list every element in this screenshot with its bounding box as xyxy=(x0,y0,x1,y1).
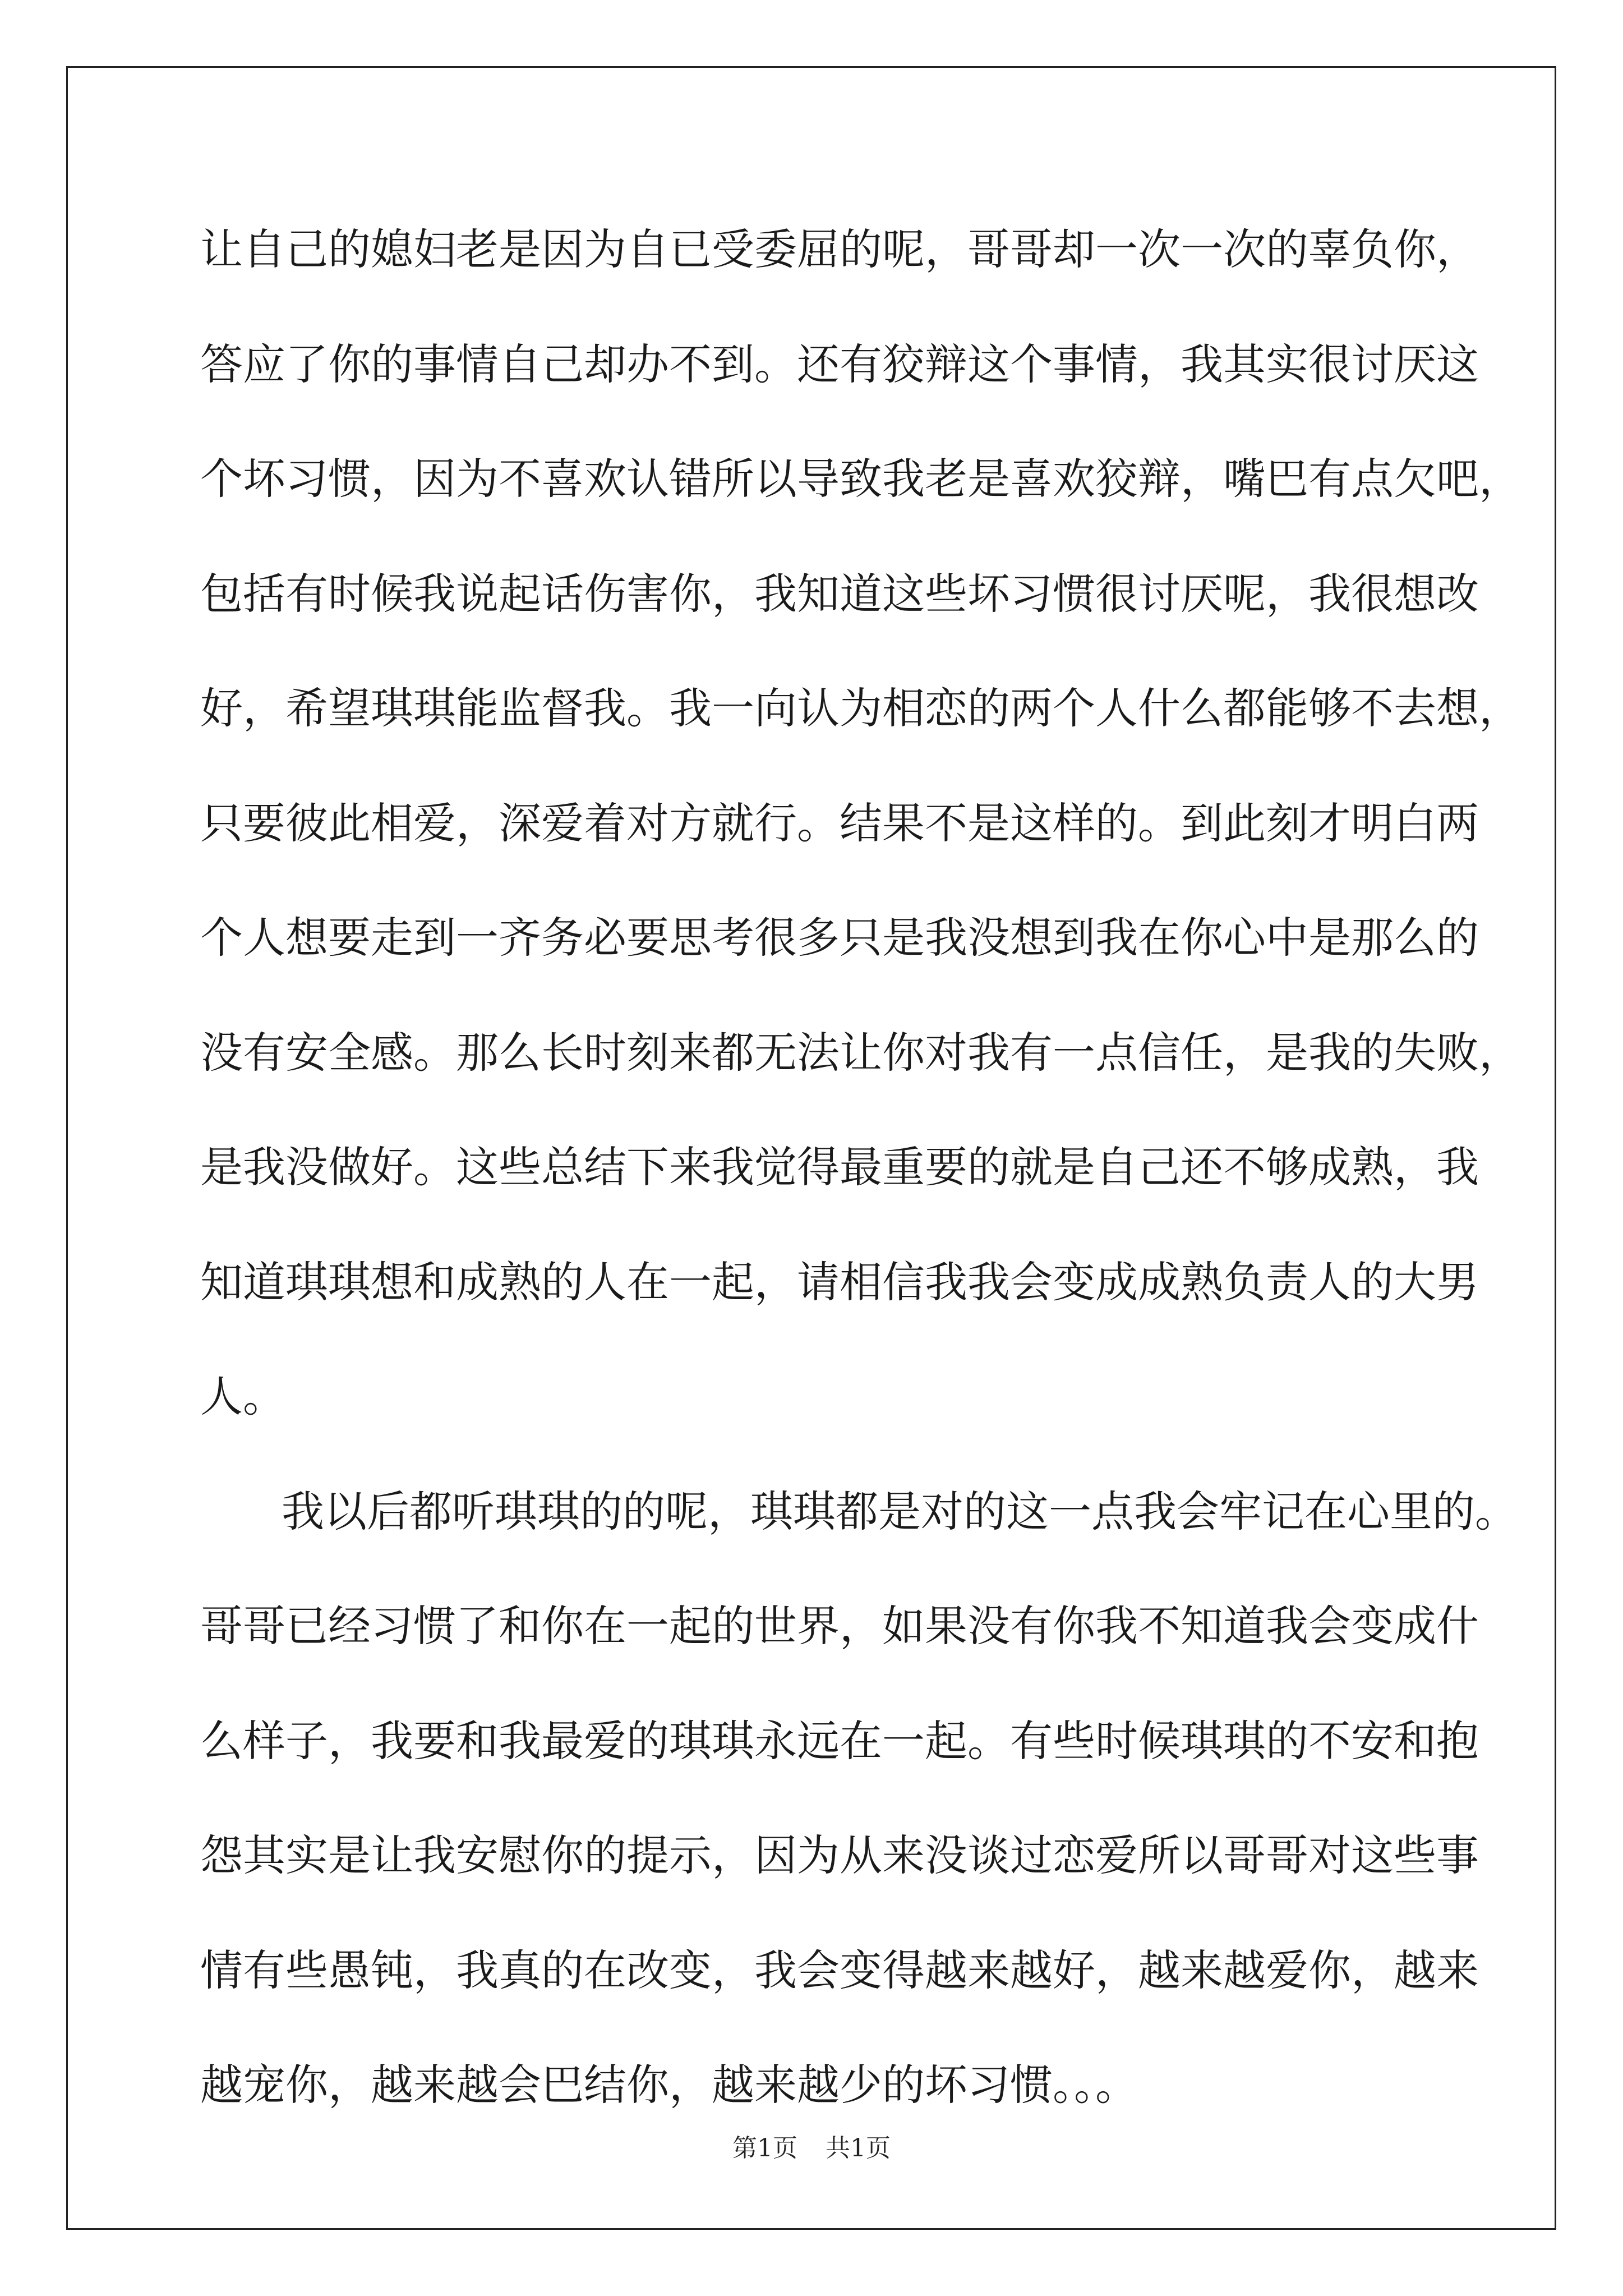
text-line: 越宠你，越来越会巴结你，越来越少的坏习惯。。。 xyxy=(200,2060,1138,2110)
text-line: 没有安全感。那么长时刻来都无法让你对我有一点信任，是我的失败， xyxy=(200,1027,1521,1078)
text-line: 情有些愚钝，我真的在改变，我会变得越来越好，越来越爱你，越来 xyxy=(200,1945,1479,1995)
document-body xyxy=(200,208,1521,2158)
text-line: 是我没做好。这些总结下来我觉得最重要的就是自己还不够成熟，我 xyxy=(200,1142,1479,1192)
text-line: 么样子，我要和我最爱的琪琪永远在一起。有些时候琪琪的不安和抱 xyxy=(200,1715,1479,1766)
text-line: 个坏习惯，因为不喜欢认错所以导致我老是喜欢狡辩，嘴巴有点欠吧， xyxy=(200,454,1521,504)
text-line: 让自己的媳妇老是因为自已受委屈的呢，哥哥却一次一次的辜负你， xyxy=(200,224,1479,274)
text-line: 人。 xyxy=(200,1372,285,1421)
page-number: 第1页 xyxy=(732,2134,797,2162)
text-line: 知道琪琪想和成熟的人在一起，请相信我我会变成成熟负责人的大男 xyxy=(200,1257,1479,1307)
page-total: 共1页 xyxy=(826,2134,891,2162)
text-line: 哥哥已经习惯了和你在一起的世界，如果没有你我不知道我会变成什 xyxy=(200,1601,1479,1651)
text-line: 怨其实是让我安慰你的提示，因为从来没谈过恋爱所以哥哥对这些事 xyxy=(200,1830,1479,1880)
page-footer xyxy=(0,2132,1623,2165)
text-line: 个人想要走到一齐务必要思考很多只是我没想到我在你心中是那么的 xyxy=(200,913,1479,963)
text-line: 好，希望琪琪能监督我。我一向认为相恋的两个人什么都能够不去想， xyxy=(200,683,1521,733)
text-line: 答应了你的事情自己却办不到。还有狡辩这个事情，我其实很讨厌这 xyxy=(200,339,1479,389)
text-line: 我以后都听琪琪的的呢，琪琪都是对的这一点我会牢记在心里的。 xyxy=(282,1486,1518,1536)
text-line: 只要彼此相爱，深爱着对方就行。结果不是这样的。到此刻才明白两 xyxy=(200,798,1479,848)
text-line: 包括有时候我说起话伤害你，我知道这些坏习惯很讨厌呢，我很想改 xyxy=(200,568,1479,619)
